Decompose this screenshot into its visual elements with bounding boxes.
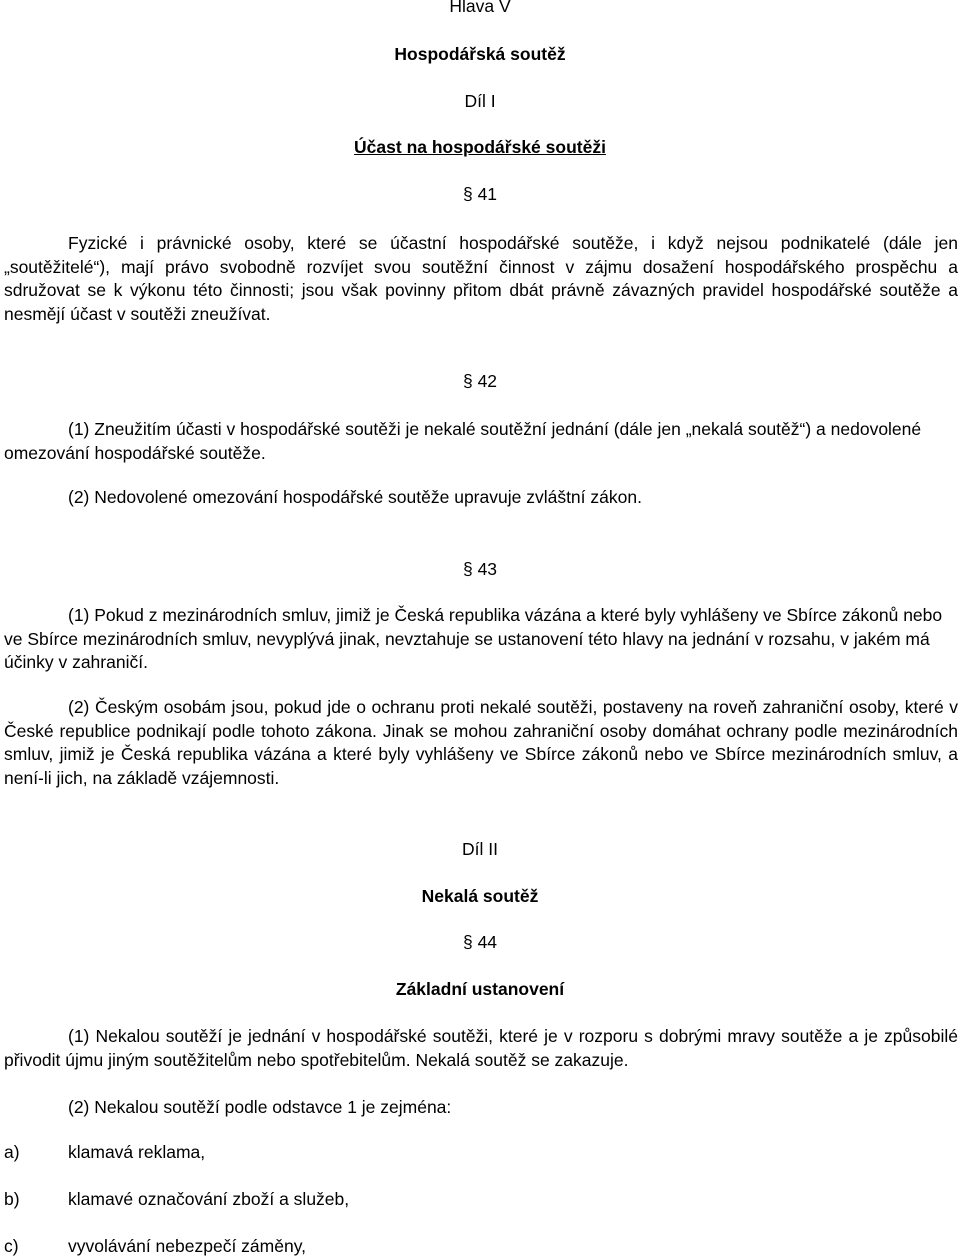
section-42-heading: § 42: [462, 371, 498, 391]
list-item-letter: a): [4, 1142, 20, 1162]
section-44-subtitle: Základní ustanovení: [395, 979, 565, 999]
section-42-paragraph-2: (2) Nedovolené omezování hospodářské soutěže upravuje zvláštní zákon.: [68, 487, 642, 507]
list-item-letter: b): [4, 1189, 20, 1209]
hlava-title: Hospodářská soutěž: [394, 44, 566, 64]
section-42-paragraph-1: (1) Zneužitím účasti v hospodářské soutěži je nekalé soutěžní jednání (dále jen „nekalá soutěž“) a nedovolené omezování hospodářské soutěže.: [4, 419, 922, 463]
section-43-paragraph-2: (2) Českým osobám jsou, pokud jde o ochranu proti nekalé soutěži, postaveny na roveň zahraniční osoby, které v České republice podnikají podle tohoto zákona. Jinak se mohou zahraniční osoby domáhat ochrany podle mezinárodních smluv, jimiž je Česká republika vázána a které byly vyhlášeny ve Sbírce zákonů nebo ve Sbírce mezinárodních smluv, a není-li jich, na základě vzájemnosti.: [4, 697, 958, 788]
list-item-text: vyvolávání nebezpečí záměny,: [68, 1236, 307, 1256]
list-item-letter: c): [4, 1236, 19, 1256]
dil-2-title: Nekalá soutěž: [421, 886, 539, 906]
section-41-text: Fyzické i právnické osoby, které se účastní hospodářské soutěže, i když nejsou podnikatelé (dále jen „soutěžitelé“), mají právo svobodně rozvíjet svou soutěžní činnost v zájmu dosažení hospodářského prospěchu a sdružovat se k výkonu této činnosti; jsou však povinny přitom dbát právně závazných pravidel hospodářské soutěže a nesmějí účast v soutěži zneužívat.: [4, 233, 958, 324]
section-44-heading: § 44: [462, 932, 498, 952]
dil-1-title: Účast na hospodářské soutěži: [354, 137, 606, 157]
section-43-paragraph-1: (1) Pokud z mezinárodních smluv, jimiž je Česká republika vázána a které byly vyhlášeny ve Sbírce zákonů nebo ve Sbírce mezinárodních smluv, nevyplývá jinak, nevztahuje se ustanovení této hlavy na jednání v rozsahu, v jakém má účinky v zahraničí.: [4, 605, 943, 672]
section-44-paragraph-1: (1) Nekalou soutěží je jednání v hospodářské soutěži, které je v rozporu s dobrými mravy soutěže a je způsobilé přivodit újmu jiným soutěžitelům nebo spotřebitelům. Nekalá soutěž se zakazuje.: [4, 1026, 958, 1070]
dil-1-label: Díl I: [464, 91, 496, 111]
section-43-heading: § 43: [462, 559, 498, 579]
dil-2-label: Díl II: [462, 839, 498, 859]
list-item-text: klamavá reklama,: [68, 1142, 206, 1162]
section-41-heading: § 41: [462, 184, 498, 204]
hlava-label: Hlava V: [449, 0, 511, 16]
section-44-paragraph-2: (2) Nekalou soutěží podle odstavce 1 je zejména:: [68, 1097, 452, 1117]
list-item-text: klamavé označování zboží a služeb,: [68, 1189, 350, 1209]
